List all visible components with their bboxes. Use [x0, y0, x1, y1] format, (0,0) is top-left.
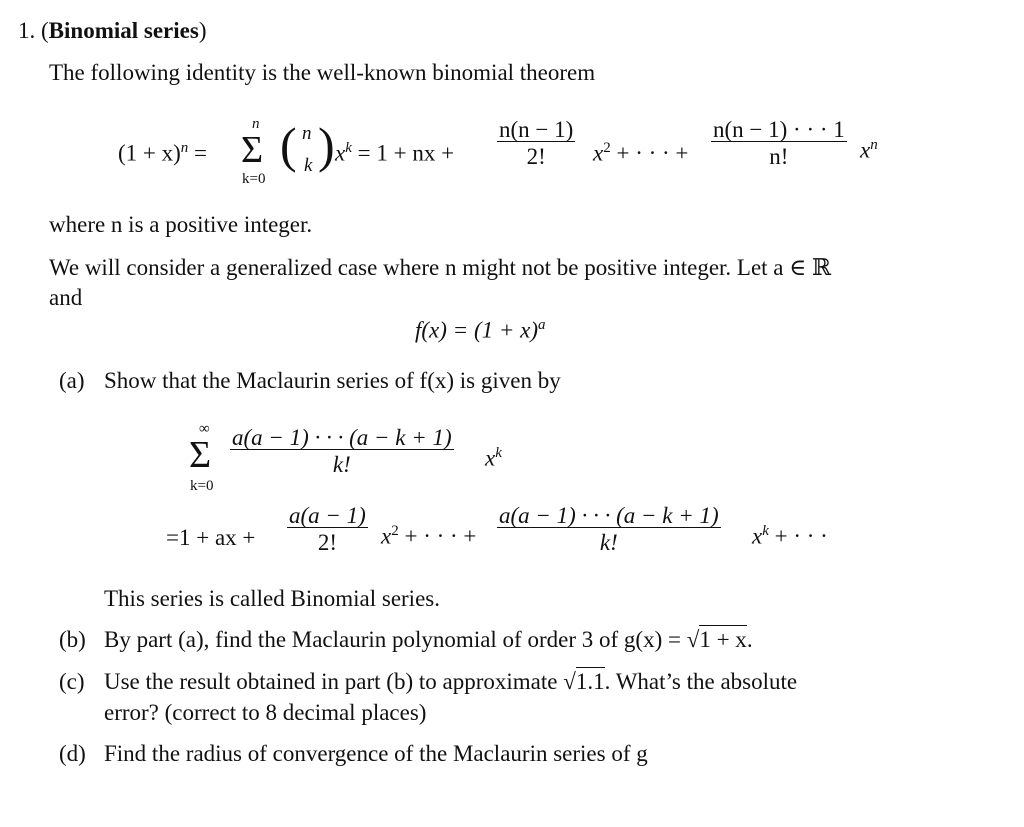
- title-open-paren: (: [41, 18, 49, 43]
- series-sum-symbol: Σ: [189, 434, 212, 476]
- eq1-xk-base: x: [335, 140, 346, 166]
- series-tail: + · · ·: [774, 523, 828, 549]
- series-xk-base: x: [485, 445, 496, 471]
- problem-title: Binomial series: [48, 18, 199, 43]
- problem-number: 1.: [18, 18, 36, 43]
- f-definition: [415, 318, 546, 342]
- part-b-text: By part (a), find the Maclaurin polynomial of order 3 of g(x) =: [104, 627, 681, 652]
- part-c-text2: . What’s the absolute: [604, 669, 798, 694]
- intro-text: The following identity is the well-known binomial theorem: [49, 60, 596, 85]
- eq1-sum-upper: n: [252, 116, 260, 132]
- eq1-rhs-start: = 1 + nx +: [357, 140, 455, 166]
- eq1-sum-symbol: Σ: [241, 129, 264, 171]
- part-b-label: (b): [59, 627, 86, 652]
- eq1-binom-left-paren: (: [280, 117, 297, 173]
- series-dots: + · · · +: [404, 523, 477, 549]
- part-c-sqrt: √1.1: [563, 669, 605, 694]
- part-c-line1: [104, 670, 797, 693]
- part-b-line: [104, 628, 753, 651]
- general-line-1: We will consider a generalized case where n might not be positive integer. Let a ∈ ℝ: [49, 255, 832, 280]
- eq1-frac2-num: n(n − 1) · · · 1: [713, 117, 845, 142]
- series-frac-num: a(a − 1) · · · (a − k + 1): [232, 425, 452, 450]
- eq1-frac1-num: n(n − 1): [499, 117, 574, 142]
- series-frac: [230, 426, 454, 476]
- eq1-xn-exponent: n: [870, 137, 878, 153]
- f-definition-base: f(x) = (1 + x): [415, 317, 538, 343]
- where-text: where n is a positive integer.: [49, 212, 313, 237]
- general-line-2: and: [49, 285, 83, 310]
- eq1-lhs-exponent: n: [180, 140, 189, 156]
- eq1-xn-base: x: [860, 137, 871, 163]
- series-frac2-den: 2!: [287, 527, 368, 554]
- part-d-label: (d): [59, 741, 86, 766]
- part-b-sqrt-arg: 1 + x: [699, 627, 747, 652]
- eq1-binom-top: n: [302, 123, 312, 144]
- eq1-frac2-den: n!: [711, 141, 847, 168]
- eq1-frac1: [497, 118, 575, 168]
- part-a-text: Show that the Maclaurin series of f(x) is given by: [104, 368, 561, 393]
- series-x2-term: [381, 524, 476, 548]
- eq1-sum-lower: k=0: [242, 171, 266, 187]
- eq1-dots: + · · · +: [616, 140, 689, 166]
- eq1-xk-exponent: k: [345, 140, 352, 156]
- eq1-xk: [335, 141, 454, 165]
- series-sum-lower: k=0: [190, 478, 214, 494]
- part-c-line2: error? (correct to 8 decimal places): [104, 700, 427, 725]
- series-sum-upper: ∞: [199, 421, 210, 437]
- part-b-sqrt: √1 + x: [686, 627, 747, 652]
- series-frac3-den: k!: [497, 527, 721, 554]
- part-c-text1: Use the result obtained in part (b) to approximate: [104, 669, 558, 694]
- series-frac2-num: a(a − 1): [289, 503, 366, 528]
- series-frac-den: k!: [230, 449, 454, 476]
- eq1-binom-right-paren: ): [318, 117, 335, 173]
- eq1-lhs: [118, 141, 207, 165]
- eq1-x2-base: x: [593, 140, 604, 166]
- series-frac3-num: a(a − 1) · · · (a − k + 1): [499, 503, 719, 528]
- f-definition-exponent: a: [538, 317, 546, 333]
- part-c-sqrt-arg: 1.1: [575, 669, 605, 694]
- series-frac3: [497, 504, 721, 554]
- title-close-paren: ): [198, 18, 207, 43]
- eq1-xn-term: [860, 138, 878, 162]
- series-xk: [485, 446, 502, 470]
- series-xk3-term: [752, 524, 828, 548]
- series-x3-exponent: k: [762, 523, 769, 539]
- series-line2-start: =1 + ax +: [166, 525, 256, 550]
- series-frac2: [287, 504, 368, 554]
- part-d-text: Find the radius of convergence of the Maclaurin series of g: [104, 741, 648, 766]
- problem-heading: [18, 19, 206, 42]
- series-note: This series is called Binomial series.: [104, 586, 440, 611]
- eq1-frac1-den: 2!: [497, 141, 575, 168]
- part-a-label: (a): [59, 368, 85, 393]
- eq1-frac2: [711, 118, 847, 168]
- eq1-binom-bottom: k: [304, 155, 313, 176]
- eq1-x2-term: [593, 141, 688, 165]
- series-x2-exponent: 2: [391, 523, 399, 539]
- eq1-lhs-base: (1 + x): [118, 140, 181, 166]
- eq1-equals: =: [194, 140, 208, 166]
- series-x3-base: x: [752, 523, 763, 549]
- series-x2-base: x: [381, 523, 392, 549]
- eq1-x2-exponent: 2: [603, 140, 611, 156]
- part-c-label: (c): [59, 669, 85, 694]
- part-b-end: .: [746, 627, 753, 652]
- series-xk-exponent: k: [495, 445, 502, 461]
